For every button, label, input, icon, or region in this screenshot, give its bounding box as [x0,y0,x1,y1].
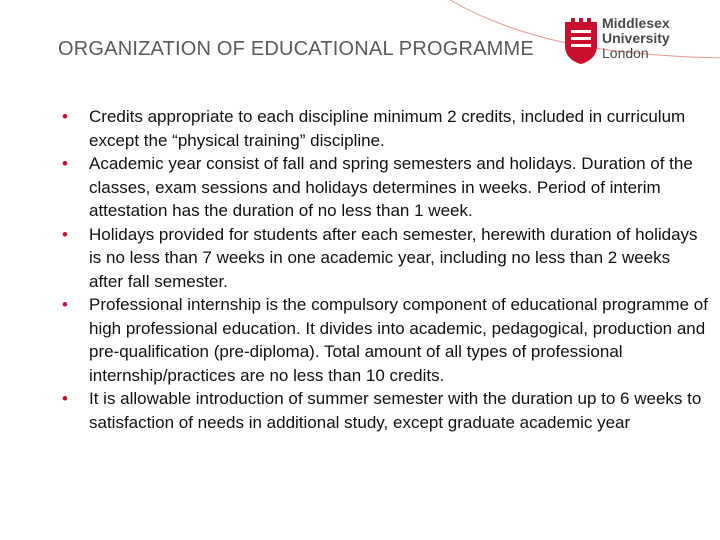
logo-line-1: Middlesex [602,15,670,31]
bullet-icon: • [62,389,68,408]
university-logo-text [602,16,670,61]
list-item [58,152,708,223]
list-item-text: It is allowable introduction of summer semester with the duration up to 6 weeks to satisfaction of needs in additional study, except graduate academic year [89,389,702,432]
list-item [58,105,708,152]
list-item [58,293,708,387]
bullet-icon: • [62,295,68,314]
list-item [58,387,708,434]
bullet-list [58,105,708,434]
list-item-text: Professional internship is the compulsory component of educational programme of high professional education. It divides into academic, pedagogical, production and pre-qualification (pre-diploma). Total amount of all types of professional internship/practices are no less than 10 credits. [89,295,708,385]
list-item-text: Credits appropriate to each discipline minimum 2 credits, included in curriculum except the “physical training” discipline. [89,107,686,150]
bullet-icon: • [62,107,68,126]
bullet-icon: • [62,154,68,173]
list-item-text: Academic year consist of fall and spring semesters and holidays. Duration of the classes, exam sessions and holidays determines in weeks. Period of interim attestation has the duration of no less than 1 week. [89,154,693,220]
bullet-icon: • [62,224,68,244]
page-title: ORGANIZATION OF EDUCATIONAL PROGRAMME [58,38,534,60]
logo-line-2: University [602,30,670,46]
logo-line-3: London [602,45,649,61]
list-item [58,223,708,294]
list-item-text: Holidays provided for students after each semester, herewith duration of holidays is no less than 7 weeks in one academic year, including no less than 2 weeks after fall semester. [89,224,698,291]
